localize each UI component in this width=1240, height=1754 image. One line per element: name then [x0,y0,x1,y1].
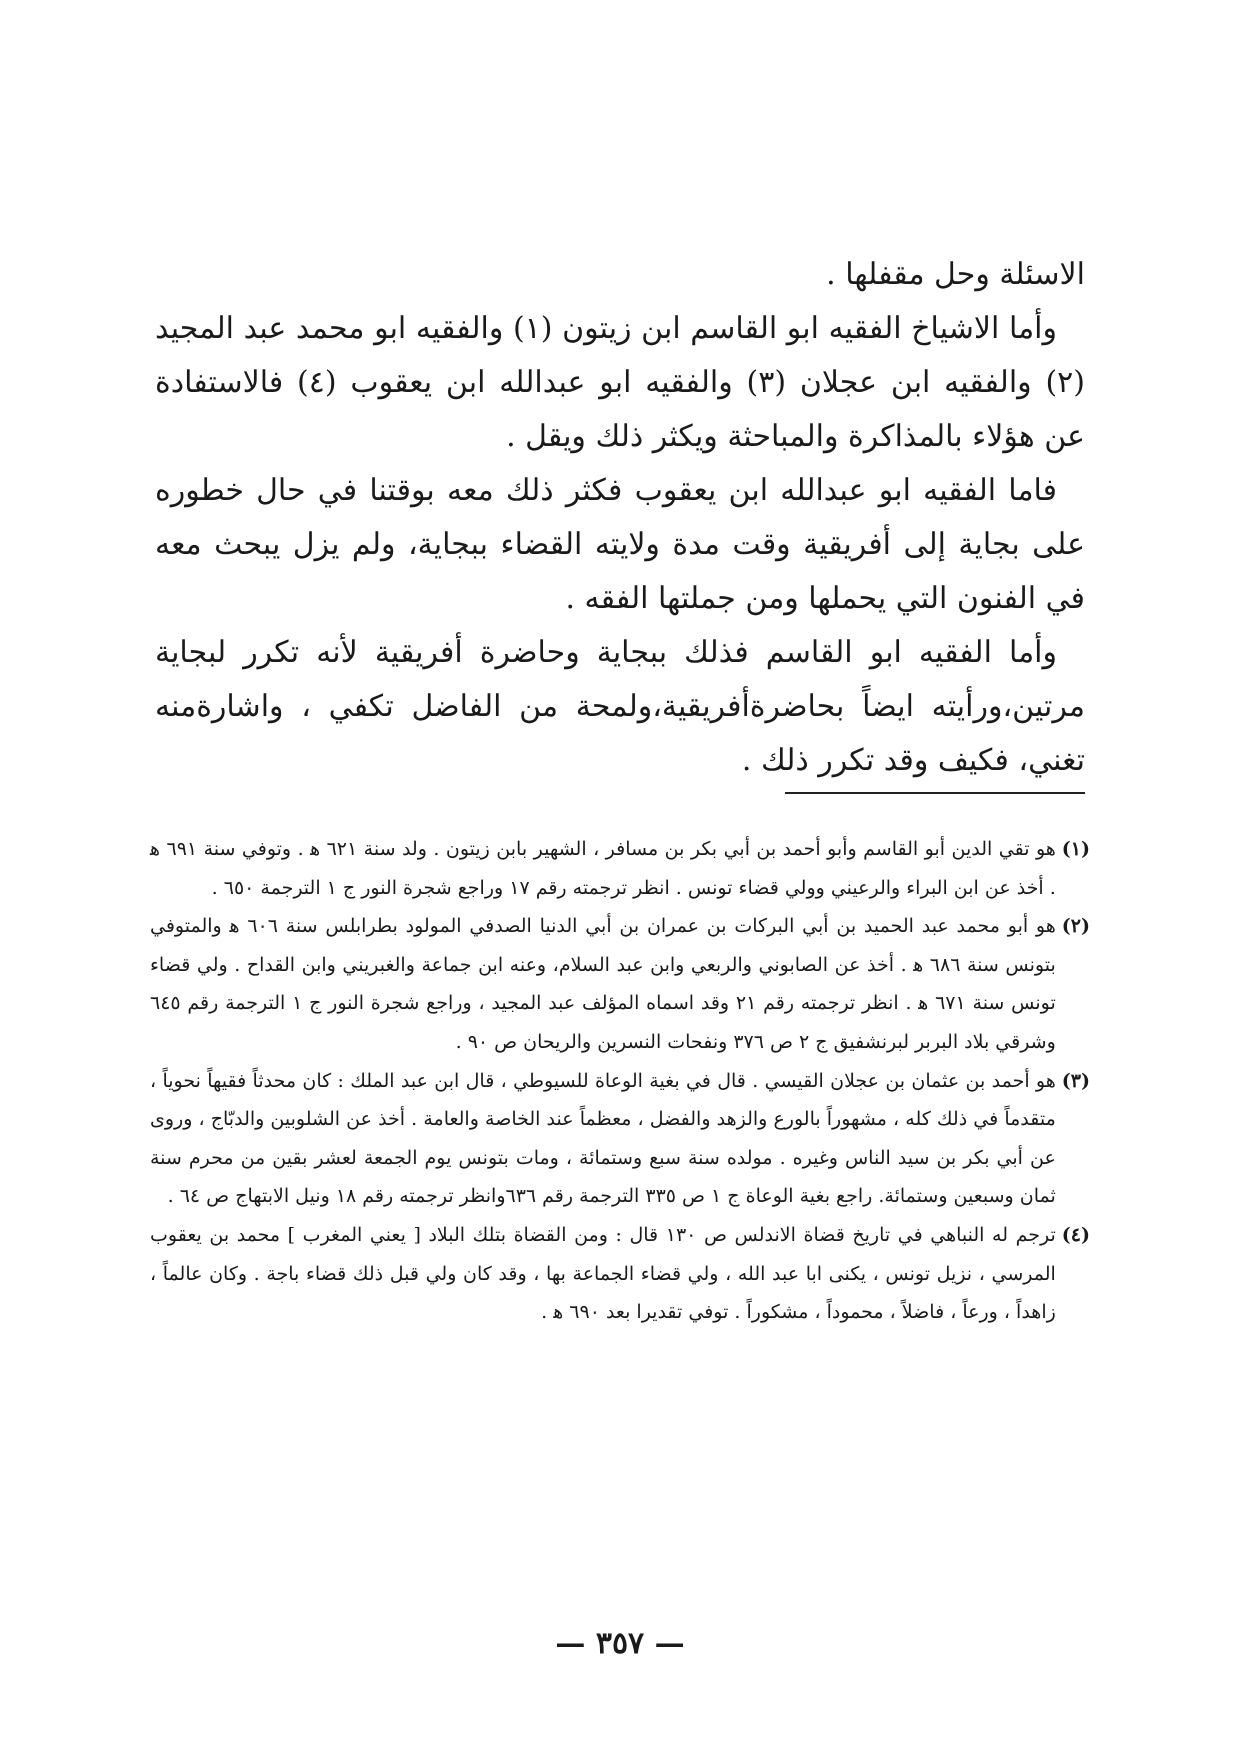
footnote-text: هو أبو محمد عبد الحميد بن أبي البركات بن عمران بن أبي الدنيا الصدفي المولود بطرابلس سنة ٦٠٦ ﻫ والمتوفي بتونس سنة ٦٨٦ ﻫ . أخذ عن الصابوني والربعي وابن عبد السلام، وعنه ابن جماعة والغبريني وابن القداح . ولي قضاء تونس سنة ٦٧١ ﻫ . انظر ترجمته رقم ٢١ وقد اسماه المؤلف عبد المجيد ، وراجع شجرة النور ج ١ الترجمة رقم ٦٤٥ وشرقي بلاد البربر لبرنشفيق ج ٢ ص ٣٧٦ ونفحات النسرين والريحان ص ٩٠ . [150,915,1056,1053]
paragraph-3: فاما الفقيه ابو عبدالله ابن يعقوب فكثر ذلك معه بوقتنا في حال خطوره على بجاية إلى أفريقية وقت مدة ولايته القضاء ببجاية، ولم يزل يبحث معه في الفنون التي يحملها ومن جملتها الفقه . [155,473,1085,616]
footnote-1 [150,830,1090,907]
footnote-number: (٤) [1061,1223,1090,1246]
paragraph-4: وأما الفقيه ابو القاسم فذلك ببجاية وحاضرة أفريقية لأنه تكرر لبجاية مرتين،ورأيته ايضاً بحاضرةأفريقية،ولمحة من الفاضل تكفي ، واشارةمنه تغني، فكيف وقد تكرر ذلك . [155,635,1085,778]
page-number: — ٣٥٧ — [555,1626,685,1661]
main-text [155,248,1085,788]
footnote-text: هو تقي الدين أبو القاسم وأبو أحمد بن أبي بكر بن مسافر ، الشهير بابن زيتون . ولد سنة ٦٢١ ﻫ . وتوفي سنة ٦٩١ ﻫ . أخذ عن ابن البراء والرعيني وولي قضاء تونس . انظر ترجمته رقم ١٧ وراجع شجرة النور ج ١ الترجمة ٦٥٠ . [150,838,1056,899]
footnote-number: (١) [1061,838,1090,860]
footnote-text: ترجم له النباهي في تاريخ قضاة الاندلس ص ١٣٠ قال : ومن القضاة بتلك البلاد [ يعني المغرب ] محمد بن يعقوب المرسي ، نزيل تونس ، يكنى ابا عبد الله ، ولي قضاء الجماعة بها ، وقد كان ولي قبل ذلك قضاء باجة . وكان عالماً ، زاهداً ، ورعاً ، فاضلاً ، محموداً ، مشكوراً . توفي تقديرا بعد ٦٩٠ ﻫ . [150,1223,1056,1324]
footnote-number: (٣) [1061,1069,1090,1092]
footnote-divider [785,792,1085,794]
paragraph-2: وأما الاشياخ الفقيه ابو القاسم ابن زيتون (١) والفقيه ابو محمد عبد المجيد (٢) والفقيه ابن عجلان (٣) والفقيه ابو عبدالله ابن يعقوب (٤) فالاستفادة عن هؤلاء بالمذاكرة والمباحثة ويكثر ذلك ويقل . [155,311,1085,454]
footnote-3 [150,1062,1090,1216]
footnote-number: (٢) [1061,915,1090,938]
footnote-text: هو أحمد بن عثمان بن عجلان القيسي . قال في بغية الوعاة للسيوطي ، قال ابن عبد الملك : كان محدثاً فقيهاً نحوياً ، متقدماً في ذلك كله ، مشهوراً بالورع والزهد والفضل ، معظماً عند الخاصة والعامة . أخذ عن الشلوبين والدبّاج ، وروى عن أبي بكر بن سيد الناس وغيره . مولده سنة سبع وستمائة ، ومات بتونس يوم الجمعة لعشر بقين من محرم سنة ثمان وسبعين وستمائة. راجع بغية الوعاة ج ١ ص ٣٣٥ الترجمة رقم ٦٣٦وانظر ترجمته رقم ١٨ ونيل الابتهاج ص ٦٤ . [150,1069,1056,1208]
footnote-4 [150,1216,1090,1332]
paragraph-1: الاسئلة وحل مقفلها . [826,257,1085,292]
footnotes [150,830,1090,1332]
footnote-2 [150,907,1090,1061]
